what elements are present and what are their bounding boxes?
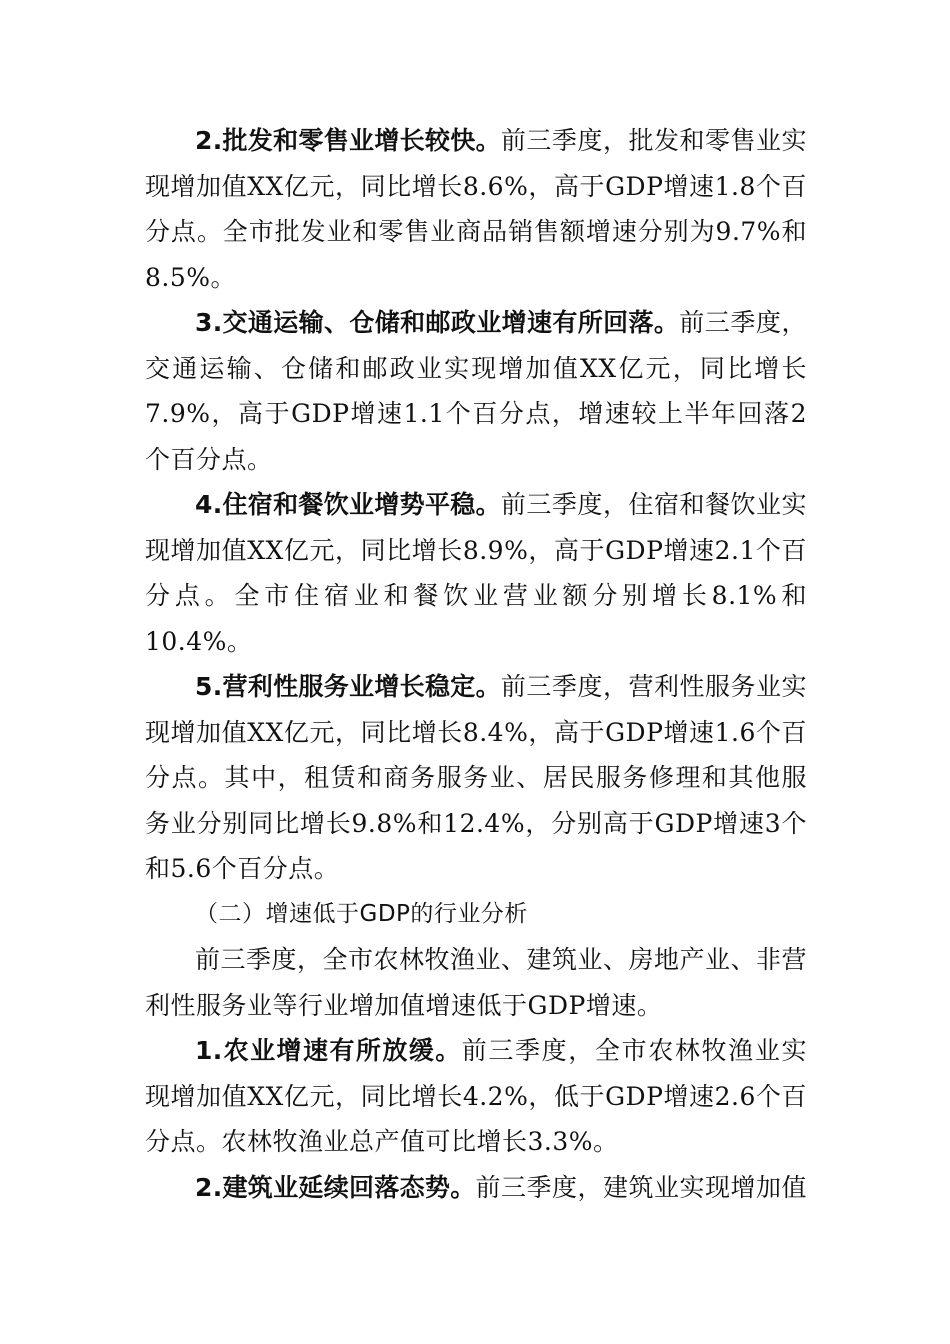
- paragraph-text: 前三季度，住宿和餐饮业实现增加值XX亿元，同比增长8.9%，高于GDP增速2.1个百分点。全市住宿业和餐饮业营业额分别增长8.1%和10.4%。: [145, 490, 807, 656]
- document-body: [145, 118, 807, 1210]
- paragraph-text: 前三季度，交通运输、仓储和邮政业实现增加值XX亿元，同比增长7.9%，高于GDP增速1.1个百分点，增速较上半年回落2个百分点。: [145, 308, 807, 474]
- paragraph-text: 前三季度，营利性服务业实现增加值XX亿元，同比增长8.4%，高于GDP增速1.6个百分点。其中，租赁和商务服务业、居民服务修理和其他服务业分别同比增长9.8%和12.4%，分别高于GDP增速3个和5.6个百分点。: [145, 672, 807, 883]
- paragraph-construction: [145, 1165, 807, 1211]
- paragraph-transport: [145, 300, 807, 482]
- section-subheading: （二）增速低于GDP的行业分析: [195, 900, 528, 927]
- paragraph-lead: 4.住宿和餐饮业增势平稳。: [195, 490, 501, 519]
- paragraph-text: 前三季度，批发和零售业实现增加值XX亿元，同比增长8.6%，高于GDP增速1.8个百分点。全市批发业和零售业商品销售额增速分别为9.7%和8.5%。: [145, 126, 807, 292]
- paragraph-intro: 前三季度，全市农林牧渔业、建筑业、房地产业、非营利性服务业等行业增加值增速低于GDP增速。: [145, 945, 808, 1020]
- paragraph-lead: 3.交通运输、仓储和邮政业增速有所回落。: [195, 308, 680, 337]
- paragraph-lead: 5.营利性服务业增长稳定。: [195, 672, 501, 701]
- paragraph-lead: 1.农业增速有所放缓。: [195, 1036, 462, 1065]
- paragraph-text: 前三季度，全市农林牧渔业实现增加值XX亿元，同比增长4.2%，低于GDP增速2.6个百分点。农林牧渔业总产值可比增长3.3%。: [145, 1036, 807, 1156]
- paragraph-lead: 2.批发和零售业增长较快。: [195, 126, 501, 155]
- paragraph-wholesale-retail: [145, 118, 807, 300]
- paragraph-accommodation: [145, 482, 807, 664]
- paragraph-lead: 2.建筑业延续回落态势。: [195, 1172, 476, 1202]
- paragraph-profit-services: [145, 664, 807, 892]
- paragraph-text: 前三季度，建筑业实现增加值: [475, 1172, 808, 1202]
- paragraph-agriculture: [145, 1028, 807, 1165]
